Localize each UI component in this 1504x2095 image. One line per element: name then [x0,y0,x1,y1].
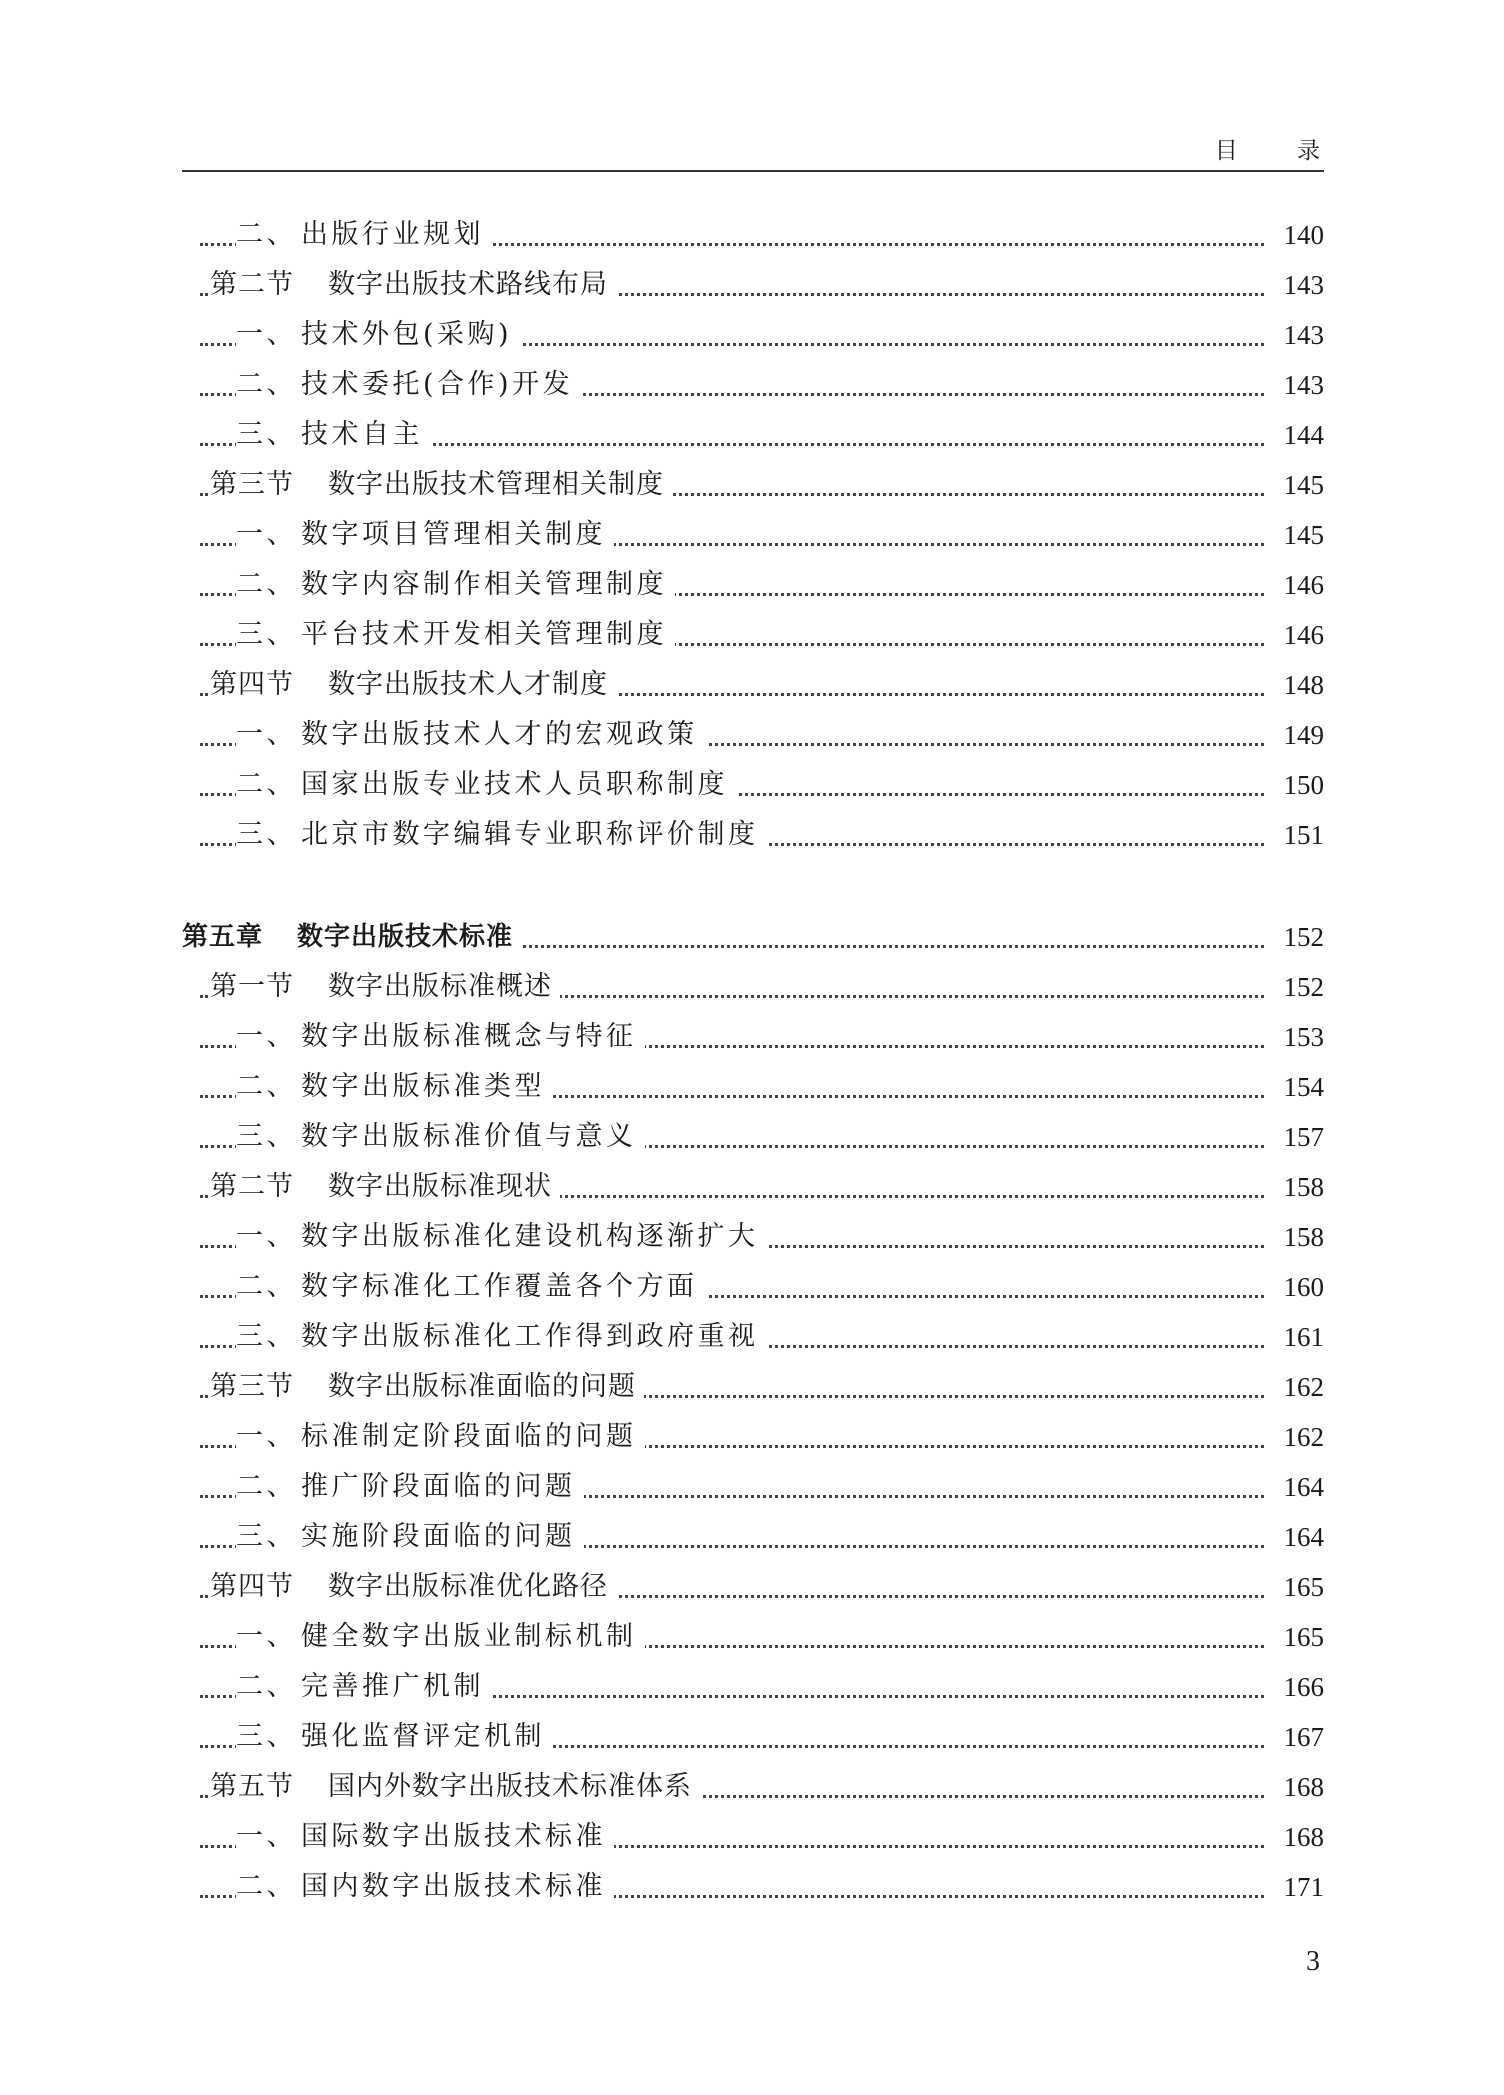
toc-entry-page: 168 [1278,1762,1325,1812]
toc-entry-prefix: 二、 [236,769,297,800]
toc-entry-label [236,1312,767,1362]
toc-entry-prefix: 二、 [236,1071,297,1102]
toc-entry-page: 165 [1278,1612,1325,1662]
toc-entry-title: 北京市数字编辑专业职称评价制度 [301,819,759,850]
toc-entry-title: 实施阶段面临的问题 [301,1521,576,1552]
toc-entry-page: 171 [1278,1862,1325,1912]
toc-entry-title: 数字出版标准化建设机构逐渐扩大 [301,1221,759,1252]
toc-entry-prefix: 二、 [236,1871,297,1902]
toc-entry-sub[interactable] [0,410,1504,460]
toc-entry-sub[interactable] [0,760,1504,810]
toc-entry-title: 数字出版标准概念与特征 [301,1021,637,1052]
toc-entry-page: 154 [1278,1062,1325,1112]
toc-entry-sub[interactable] [0,810,1504,860]
toc-entry-page: 162 [1278,1362,1325,1412]
toc-entry-page: 158 [1278,1212,1325,1262]
toc-entry-title: 数字项目管理相关制度 [301,519,606,550]
toc-entry-page: 164 [1278,1462,1325,1512]
toc-entry-label [210,1362,644,1412]
toc-entry-page: 151 [1278,810,1325,860]
toc-entry-title: 数字出版技术标准 [297,922,514,952]
toc-entry-title: 数字出版标准优化路径 [328,1571,608,1602]
toc-entry-page: 150 [1278,760,1325,810]
toc-entry-section[interactable] [0,660,1504,710]
toc-entry-label [236,1262,706,1312]
toc-entry-prefix: 三、 [236,1121,297,1152]
toc-entry-prefix: 一、 [236,1421,297,1452]
toc-entry-title: 技术委托(合作)开发 [301,369,574,400]
toc-entry-prefix: 二、 [236,1671,297,1702]
toc-entry-title: 技术自主 [301,419,423,450]
toc-entry-prefix: 第二节 [210,269,294,300]
toc-entry-label [236,360,581,410]
toc-entry-page: 157 [1278,1112,1325,1162]
toc-entry-label [236,510,614,560]
toc-entry-title: 国际数字出版技术标准 [301,1821,606,1852]
toc-entry-section[interactable] [0,260,1504,310]
toc-entry-sub[interactable] [0,1262,1504,1312]
toc-entry-label [210,460,672,510]
toc-entry-label [210,660,616,710]
toc-entry-prefix: 二、 [236,1271,297,1302]
toc-entry-label [236,1862,614,1912]
page-number: 3 [1306,1946,1320,1977]
toc-entry-prefix: 二、 [236,569,297,600]
toc-entry-title: 完善推广机制 [301,1671,484,1702]
toc-entry-prefix: 第五节 [210,1771,294,1802]
toc-entry-title: 出版行业规划 [301,219,484,250]
toc-entry-page: 160 [1278,1262,1325,1312]
toc-entry-page: 143 [1278,360,1325,410]
toc-entry-page: 162 [1278,1412,1325,1462]
toc-entry-prefix: 二、 [236,1471,297,1502]
toc-entry-page: 168 [1278,1812,1325,1862]
toc-entry-title: 数字出版标准面临的问题 [328,1371,636,1402]
toc-entry-section[interactable] [0,460,1504,510]
toc-entry-label [236,1112,645,1162]
toc-entry-prefix: 一、 [236,1821,297,1852]
toc-entry-page: 145 [1278,510,1325,560]
toc-entry-title: 技术外包(采购) [301,319,513,350]
toc-entry-title: 数字出版标准价值与意义 [301,1121,637,1152]
toc-entry-page: 144 [1278,410,1325,460]
toc-entry-prefix: 第四节 [210,1571,294,1602]
toc-entry-label [210,962,560,1012]
toc-entry-prefix: 第四节 [210,669,294,700]
toc-entry-page: 152 [1278,962,1325,1012]
toc-entry-section[interactable] [0,962,1504,1012]
toc-entry-label [210,260,616,310]
toc-entry-label [210,1762,700,1812]
header-title: 目 录 [1214,138,1346,164]
toc-entry-sub[interactable] [0,1212,1504,1262]
toc-entry-title: 数字出版标准现状 [328,1171,552,1202]
toc-entry-prefix: 一、 [236,1021,297,1052]
toc-entry-prefix: 一、 [236,319,297,350]
toc-entry-prefix: 第二节 [210,1171,294,1202]
toc-entry-page: 146 [1278,610,1325,660]
toc-entry-sub[interactable] [0,210,1504,260]
toc-entry-title: 推广阶段面临的问题 [301,1471,576,1502]
toc-entry-prefix: 一、 [236,1221,297,1252]
toc-entry-label [236,610,675,660]
toc-entry-title: 数字出版标准化工作得到政府重视 [301,1321,759,1352]
toc-entry-label [210,1562,616,1612]
toc-entry-title: 国内外数字出版技术标准体系 [328,1771,692,1802]
toc-entry-chapter[interactable] [0,912,1504,962]
toc-entry-sub[interactable] [0,1862,1504,1912]
toc-entry-prefix: 一、 [236,719,297,750]
toc-entry-label [236,310,520,360]
toc-entry-title: 国家出版专业技术人员职称制度 [301,769,728,800]
running-header [182,126,1346,172]
toc-entry-prefix: 第三节 [210,469,294,500]
toc-entry-page: 164 [1278,1512,1325,1562]
toc-entry-title: 国内数字出版技术标准 [301,1871,606,1902]
toc-entry-label [236,560,675,610]
toc-entry-sub[interactable] [0,510,1504,560]
toc-entry-sub[interactable] [0,1412,1504,1462]
toc-entry-prefix: 二、 [236,369,297,400]
toc-entry-prefix: 第五章 [182,922,264,952]
toc-entry-title: 数字标准化工作覆盖各个方面 [301,1271,698,1302]
toc-entry-label [236,410,431,460]
toc-entry-sub[interactable] [0,560,1504,610]
toc-entry-label [236,1812,614,1862]
toc-entry-title: 数字出版标准概述 [328,971,552,1002]
toc-entry-sub[interactable] [0,610,1504,660]
toc-entry-sub[interactable] [0,1462,1504,1512]
toc-entry-label [236,1612,645,1662]
toc-entry-page: 158 [1278,1162,1325,1212]
toc-entry-title: 标准制定阶段面临的问题 [301,1421,637,1452]
toc-entry-prefix: 二、 [236,219,297,250]
toc-entry-page: 165 [1278,1562,1325,1612]
toc-entry-page: 149 [1278,710,1325,760]
toc-entry-section[interactable] [0,1562,1504,1612]
toc-entry-sub[interactable] [0,1662,1504,1712]
toc-entry-title: 数字出版标准类型 [301,1071,545,1102]
toc-entry-prefix: 三、 [236,1521,297,1552]
toc-entry-label [236,1412,645,1462]
toc-entry-label [182,912,521,962]
toc-entry-label [236,1512,584,1562]
toc-entry-label [236,1012,645,1062]
toc-entry-prefix: 三、 [236,819,297,850]
toc-entry-prefix: 一、 [236,519,297,550]
toc-entry-title: 数字出版技术路线布局 [328,269,608,300]
toc-entry-page: 145 [1278,460,1325,510]
toc-entry-section[interactable] [0,1162,1504,1212]
toc-entry-page: 140 [1278,210,1325,260]
toc-entry-title: 数字内容制作相关管理制度 [301,569,667,600]
toc-entry-sub[interactable] [0,1112,1504,1162]
toc-entry-prefix: 第三节 [210,1371,294,1402]
toc-entry-label [236,1062,553,1112]
toc-entry-page: 152 [1278,912,1325,962]
toc-entry-title: 数字出版技术人才制度 [328,669,608,700]
toc-entry-prefix: 三、 [236,1721,297,1752]
toc-entry-sub[interactable] [0,1612,1504,1662]
toc-entry-sub[interactable] [0,310,1504,360]
toc-entry-title: 数字出版技术管理相关制度 [328,469,664,500]
toc-entry-page: 148 [1278,660,1325,710]
toc-entry-title: 强化监督评定机制 [301,1721,545,1752]
toc-entry-title: 数字出版技术人才的宏观政策 [301,719,698,750]
toc-entry-page: 143 [1278,310,1325,360]
toc-entry-page: 146 [1278,560,1325,610]
toc-entry-sub[interactable] [0,1012,1504,1062]
toc-entry-prefix: 三、 [236,619,297,650]
toc-entry-sub[interactable] [0,360,1504,410]
toc-entry-label [236,760,736,810]
toc-entry-title: 平台技术开发相关管理制度 [301,619,667,650]
toc-entry-label [210,1162,560,1212]
toc-entry-label [236,1662,492,1712]
toc-entry-sub[interactable] [0,1712,1504,1762]
toc-entry-prefix: 一、 [236,1621,297,1652]
toc-entry-section[interactable] [0,1762,1504,1812]
toc-entry-sub[interactable] [0,1812,1504,1862]
toc-entry-label [236,1712,553,1762]
toc-entry-prefix: 三、 [236,419,297,450]
toc-entry-label [236,1462,584,1512]
toc-entry-label [236,810,767,860]
toc-entry-label [236,710,706,760]
toc-entry-page: 153 [1278,1012,1325,1062]
toc-entry-sub[interactable] [0,710,1504,760]
toc-entry-title: 健全数字出版业制标机制 [301,1621,637,1652]
toc-entry-page: 167 [1278,1712,1325,1762]
toc-entry-page: 161 [1278,1312,1325,1362]
toc-entry-label [236,1212,767,1262]
toc-entry-prefix: 三、 [236,1321,297,1352]
toc-entry-prefix: 第一节 [210,971,294,1002]
toc-entry-sub[interactable] [0,1062,1504,1112]
toc-entry-page: 166 [1278,1662,1325,1712]
toc-entry-sub[interactable] [0,1512,1504,1562]
toc-entry-sub[interactable] [0,1312,1504,1362]
toc-entry-page: 143 [1278,260,1325,310]
toc-entry-section[interactable] [0,1362,1504,1412]
toc-entry-label [236,210,492,260]
